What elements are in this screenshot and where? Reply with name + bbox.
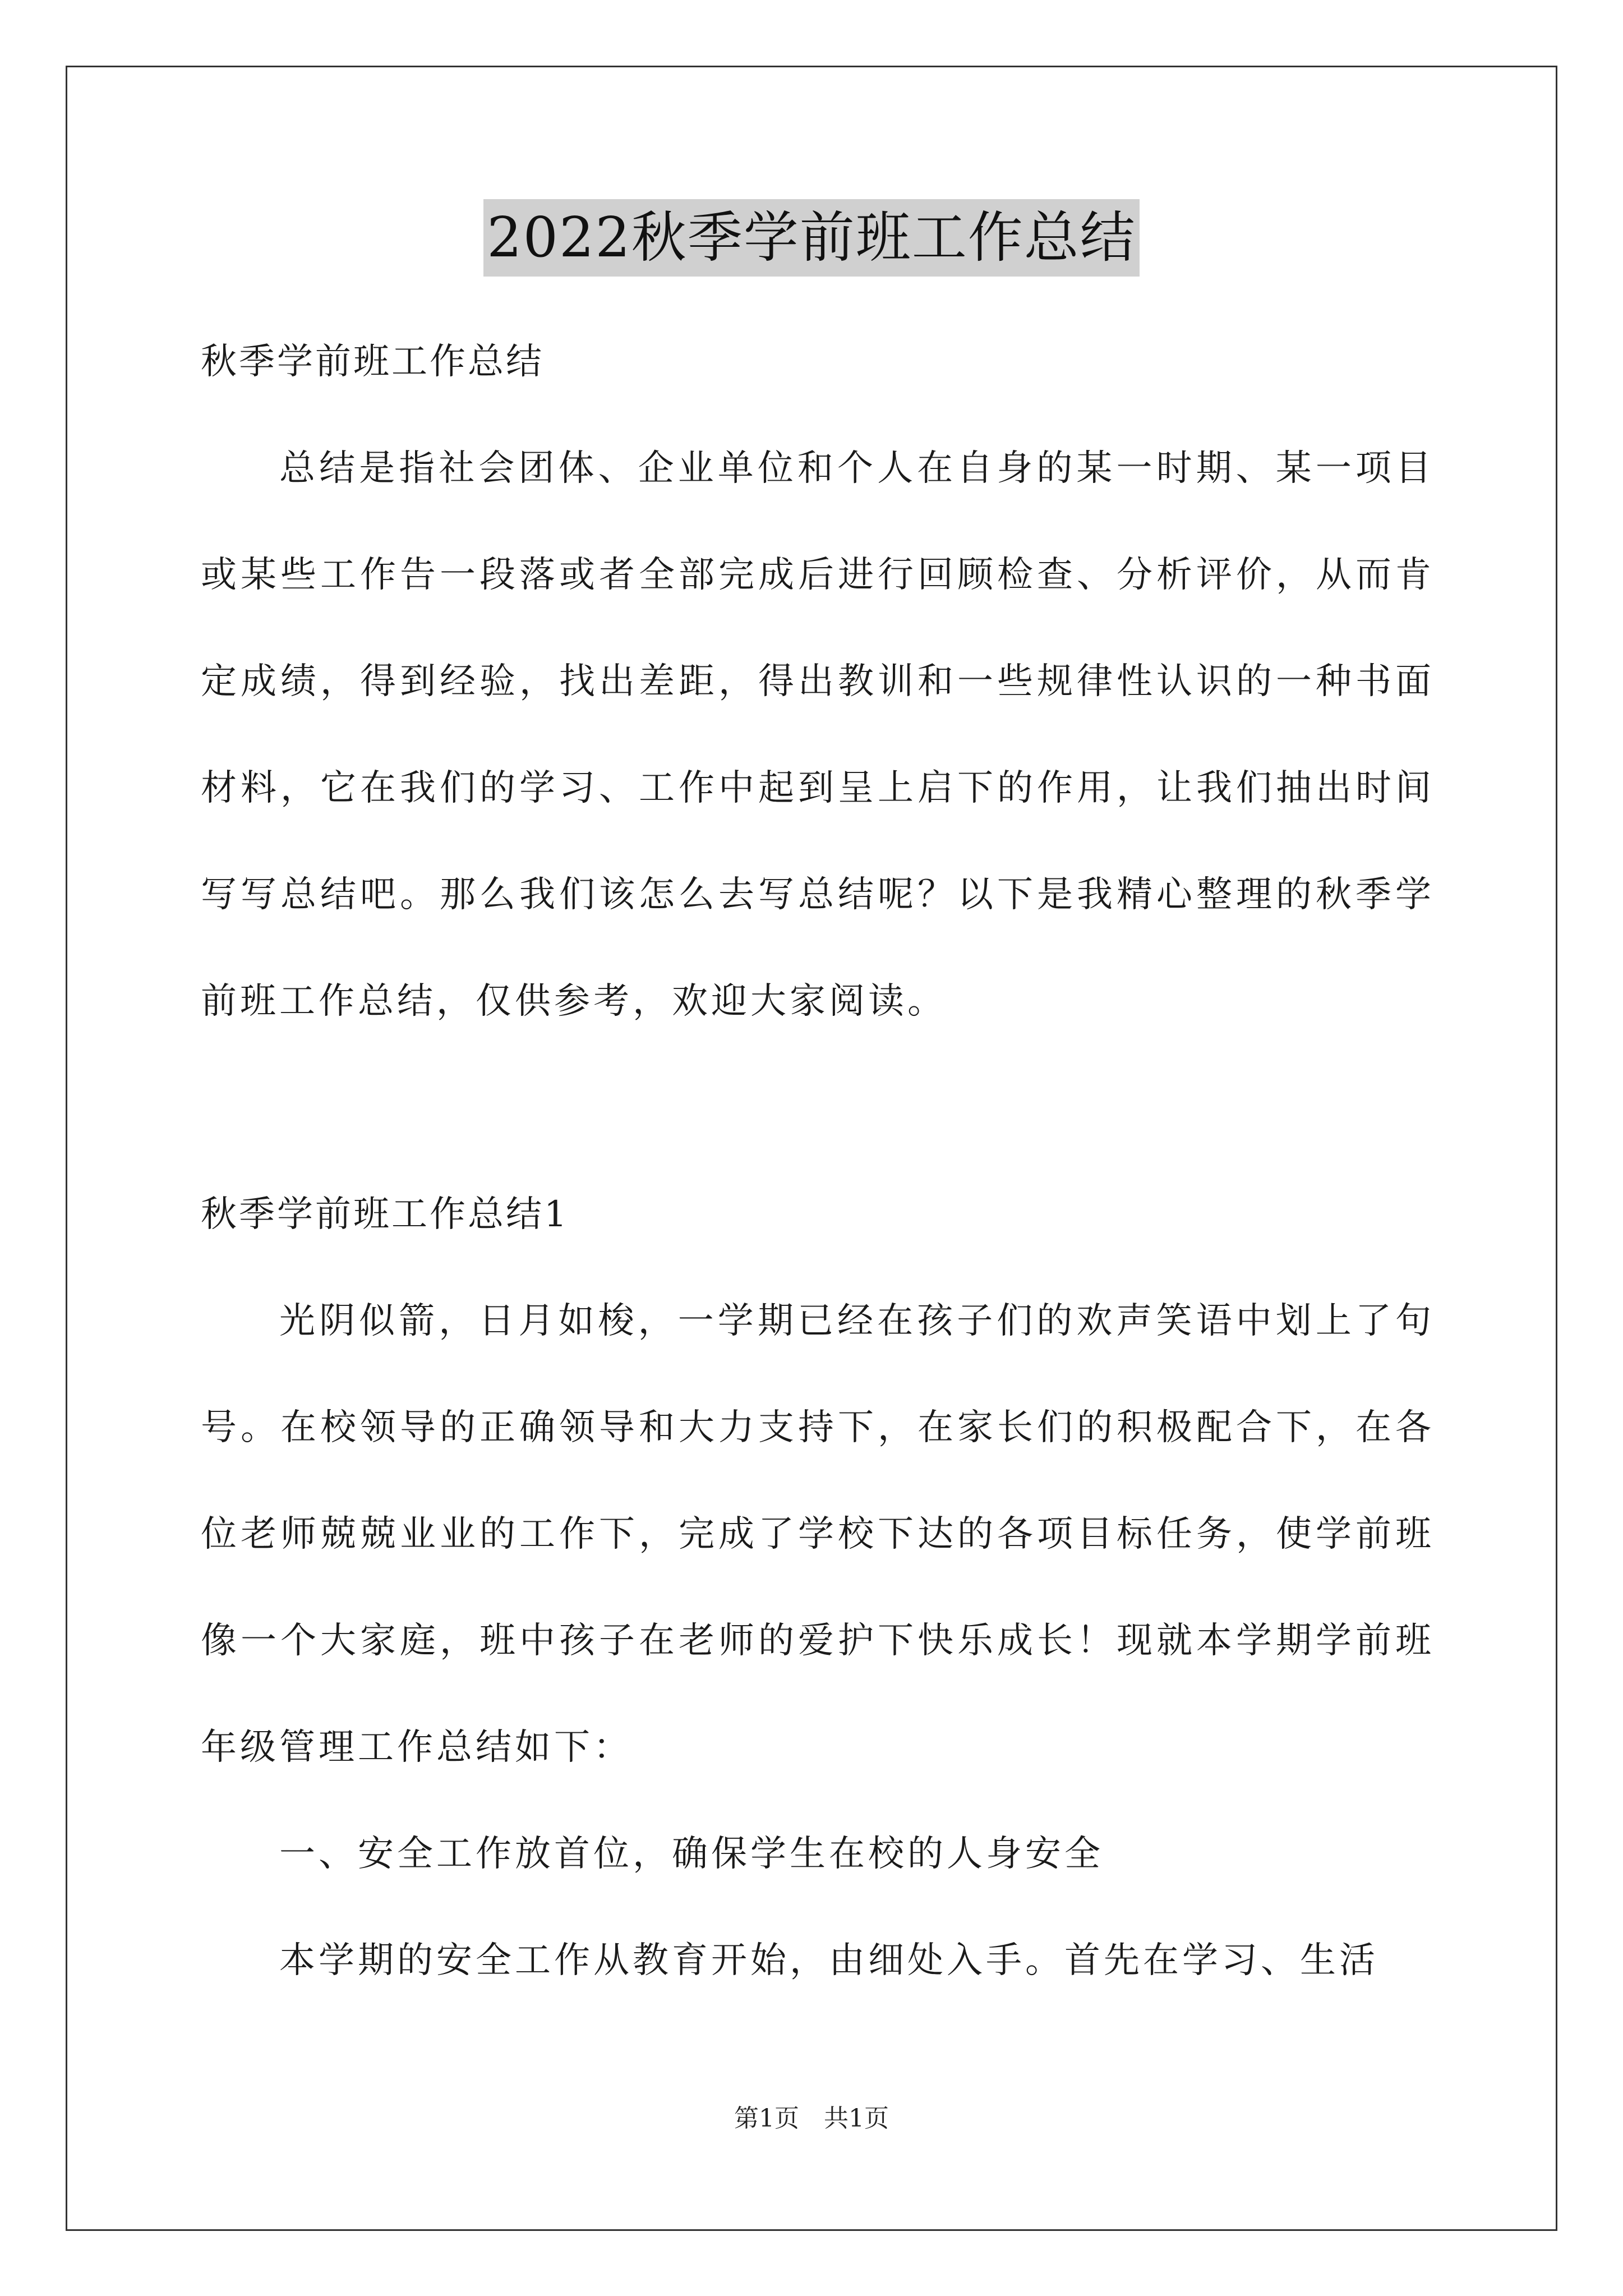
paragraph-intro: 总结是指社会团体、企业单位和个人在自身的某一时期、某一项目或某些工作告一段落或者全部完成后进行回顾检查、分析评价，从而肯定成绩，得到经验，找出差距，得出教训和一些规律性认识的一种书面材料，它在我们的学习、工作中起到呈上启下的作用，让我们抽出时间写写总结吧。那么我们该怎么去写总结呢？以下是我精心整理的秋季学前班工作总结，仅供参考，欢迎大家阅读。 <box>201 448 1435 1022</box>
paragraph-1: 光阴似箭，日月如梭，一学期已经在孩子们的欢声笑语中划上了句号。在校领导的正确领导和大力支持下，在家长们的积极配合下，在各位老师兢兢业业的工作下，完成了学校下达的各项目标任务，使学前班像一个大家庭，班中孩子在老师的爱护下快乐成长！现就本学期学前班年级管理工作总结如下： <box>201 1300 1435 1768</box>
title-wrap <box>0 199 1623 277</box>
document-title: 2022秋季学前班工作总结 <box>483 199 1139 277</box>
paragraph-safety: 本学期的安全工作从教育开始，由细处入手。首先在学习、生活 <box>279 1940 1378 1981</box>
document-body <box>201 309 1435 2014</box>
subheading-safety: 一、安全工作放首位，确保学生在校的人身安全 <box>279 1833 1104 1875</box>
page-footer: 第1页 共1页 <box>734 2104 889 2133</box>
section-heading-1: 秋季学前班工作总结1 <box>201 1194 569 1235</box>
section-heading-intro: 秋季学前班工作总结 <box>201 341 544 383</box>
